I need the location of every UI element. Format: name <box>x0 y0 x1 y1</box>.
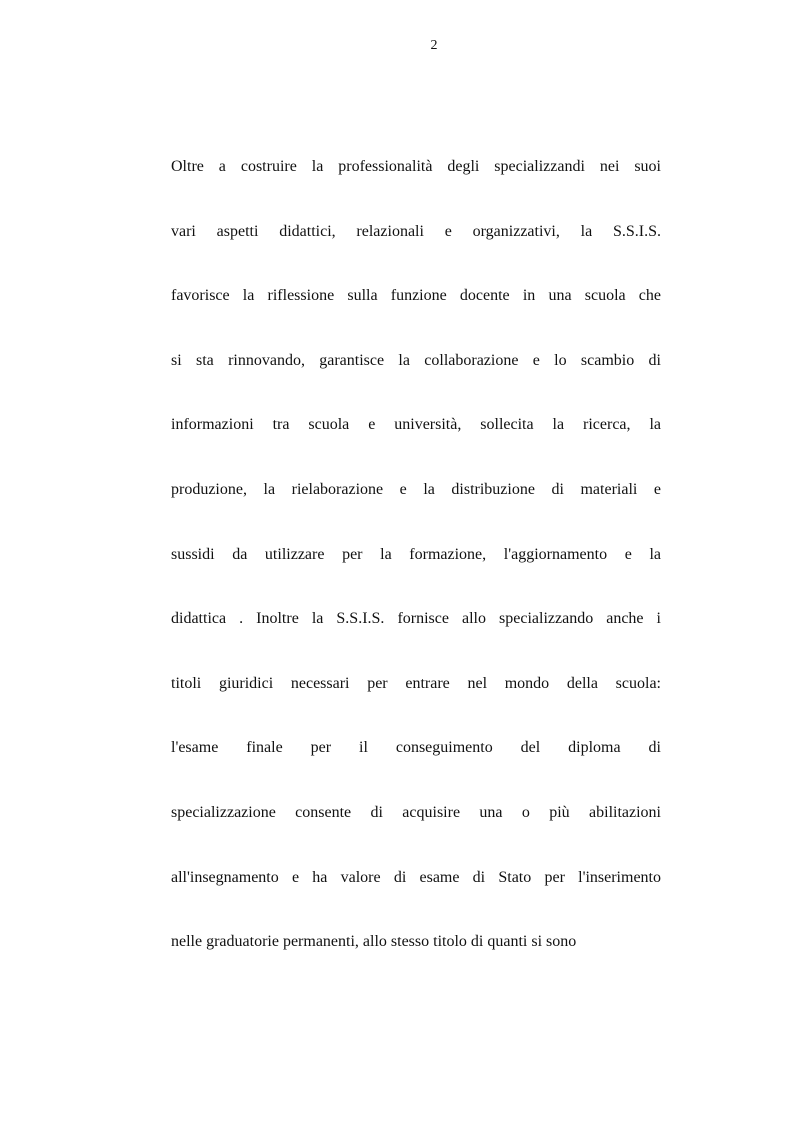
page-number: 2 <box>430 38 438 53</box>
text-line: titoli giuridici necessari per entrare nel mondo della scuola: <box>171 674 661 692</box>
text-line: favorisce la riflessione sulla funzione docente in una scuola che <box>171 287 661 305</box>
text-line: informazioni tra scuola e università, sollecita la ricerca, la <box>171 416 661 434</box>
text-line: specializzazione consente di acquisire una o più abilitazioni <box>171 803 661 821</box>
text-line: Oltre a costruire la professionalità degli specializzandi nei suoi <box>171 158 661 175</box>
text-line: l'esame finale per il conseguimento del diploma di <box>171 739 661 757</box>
text-line: sussidi da utilizzare per la formazione, l'aggiornamento e la <box>171 545 661 563</box>
text-line: produzione, la rielaborazione e la distribuzione di materiali e <box>171 480 661 498</box>
text-line: didattica . Inoltre la S.S.I.S. fornisce allo specializzando anche i <box>171 610 661 628</box>
text-line: all'insegnamento e ha valore di esame di Stato per l'inserimento <box>171 868 661 886</box>
text-line: vari aspetti didattici, relazionali e organizzativi, la S.S.I.S. <box>171 222 661 240</box>
body-paragraph <box>171 153 661 993</box>
text-line: nelle graduatorie permanenti, allo stesso titolo di quanti si sono <box>171 933 577 951</box>
text-line: si sta rinnovando, garantisce la collaborazione e lo scambio di <box>171 351 661 369</box>
